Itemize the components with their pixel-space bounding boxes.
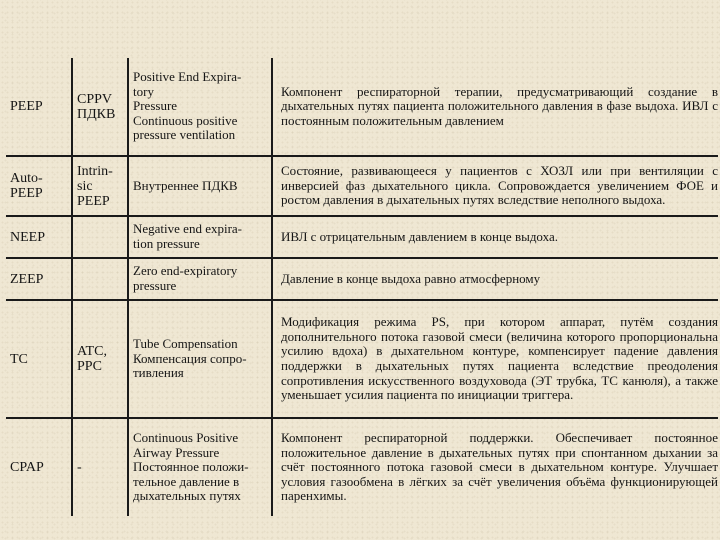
table-row: [6, 216, 718, 258]
abbreviation-cell: [6, 216, 72, 258]
abbreviation: Auto- PEEP: [10, 171, 43, 201]
description: Компонент респираторной поддержки. Обеспечивает постоянное положительное давление в дыхательных путях при спонтанном дыхании за счёт постоянного потока газовой смеси в дыхательном контуре. Улучшает условия газообмена в лёгких за счёт увеличения объёма функционирующей паренхимы.: [281, 430, 718, 504]
description: Давление в конце выдоха равно атмосферному: [281, 270, 541, 286]
alternate-name: ATC, PPC: [77, 344, 107, 374]
abbreviation-cell: [6, 300, 72, 418]
abbreviation-cell: [6, 258, 72, 300]
ventilation-terms-table: [6, 58, 718, 516]
full-name-cell: [128, 300, 272, 418]
description: Компонент респираторной терапии, предусматривающий создание в дыхательных путях пациента положительного давления в фазе выдоха. ИВЛ с постоянным положительным давлением: [281, 83, 718, 128]
full-name-cell: [128, 156, 272, 216]
full-name: Negative end expira- tion pressure: [133, 221, 243, 251]
full-name-cell: [128, 258, 272, 300]
abbreviation-cell: [6, 156, 72, 216]
alternate-name-cell: [72, 258, 128, 300]
full-name: Внутреннее ПДКВ: [133, 177, 238, 193]
alternate-name: -: [77, 460, 82, 475]
full-name-cell: [128, 58, 272, 156]
abbreviation: NEEP: [10, 229, 45, 245]
full-name-cell: [128, 418, 272, 516]
full-name: Continuous Positive Airway Pressure Постоянное положи- тельное давление в дыхательных путях: [133, 430, 249, 504]
table-row: [6, 418, 718, 516]
description-cell: [272, 258, 718, 300]
description-cell: [272, 58, 718, 156]
abbreviation: TC: [10, 351, 28, 367]
abbreviation: ZEEP: [10, 271, 44, 287]
alternate-name-cell: [72, 216, 128, 258]
table-row: [6, 300, 718, 418]
description: Модификация режима PS, при котором аппарат, путём создания дополнительного потока газовой смеси (величина которого пропорциональна усилию вдоха) в дыхательном контуре, компенсирует падение давления поддержки в дыхательных путях пациента вследствие преодоления сопротивления искусственного воздуховода (ЭТ трубка, ТС канюля), а также уменьшает усилия пациента по инициации триггера.: [281, 314, 718, 403]
alternate-name-cell: [72, 156, 128, 216]
abbreviation: PEEP: [10, 99, 43, 114]
table-row: [6, 258, 718, 300]
full-name: Positive End Expira- tory Pressure Continuous positive pressure ventilation: [133, 69, 242, 143]
description-cell: [272, 300, 718, 418]
full-name: Tube Compensation Компенсация сопро- тивления: [133, 336, 247, 381]
abbreviation-cell: [6, 58, 72, 156]
description: Состояние, развивающееся у пациентов с ХОЗЛ или при вентиляции с инверсией фаз дыхательного цикла. Сопровождается увеличением ФОЕ и ростом давления в дыхательных путях вследствие неполного выдоха.: [281, 163, 718, 208]
alternate-name: CPPV ПДКВ: [77, 91, 116, 122]
abbreviation-cell: [6, 418, 72, 516]
full-name-cell: [128, 216, 272, 258]
description: ИВЛ с отрицательным давлением в конце выдоха.: [281, 228, 558, 244]
table-row: [6, 156, 718, 216]
description-cell: [272, 216, 718, 258]
alternate-name: Intrin- sic PEEP: [77, 163, 113, 209]
alternate-name-cell: [72, 58, 128, 156]
table-row: [6, 58, 718, 156]
description-cell: [272, 418, 718, 516]
description-cell: [272, 156, 718, 216]
abbreviation: CPAP: [10, 460, 44, 475]
alternate-name-cell: [72, 418, 128, 516]
alternate-name-cell: [72, 300, 128, 418]
full-name: Zero end-expiratory pressure: [133, 263, 238, 293]
